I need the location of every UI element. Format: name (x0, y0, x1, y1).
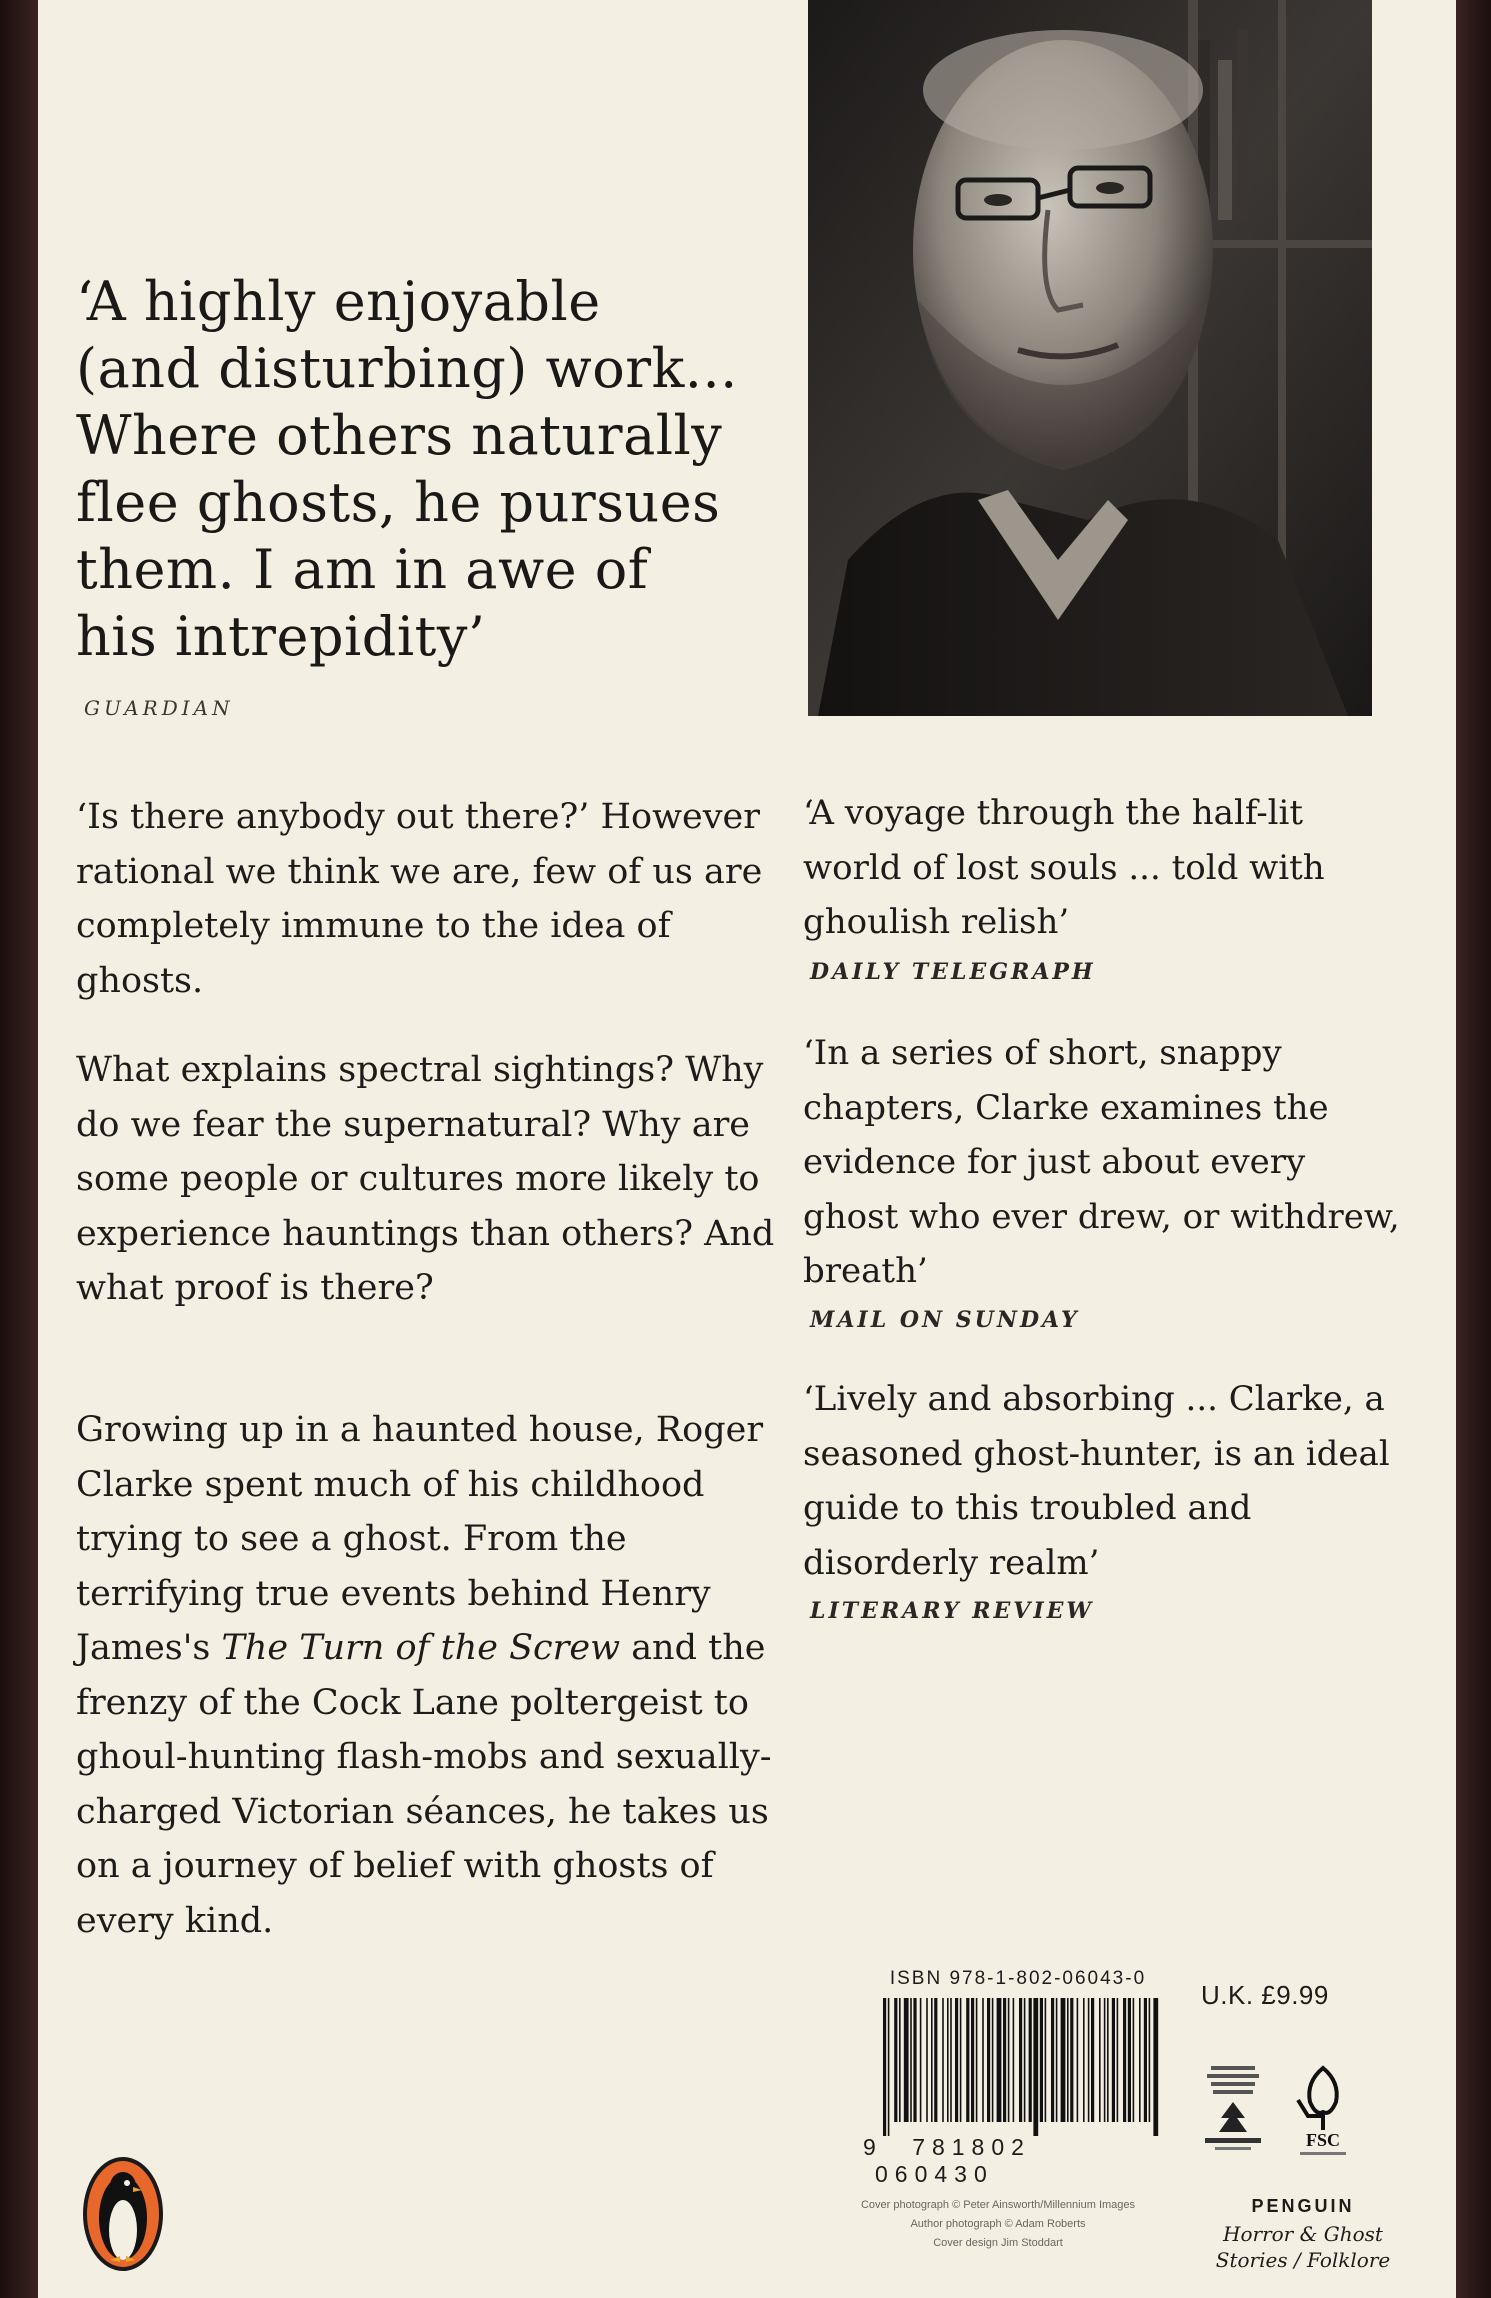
barcode-bar (1019, 1998, 1022, 2122)
barcode-bar (1003, 1998, 1006, 2122)
barcode-bar (942, 1998, 944, 2122)
blurb-3-text-a: Growing up in a haunted house, Roger Clarke spent much of his childhood trying to see a ghost. From the terrifying true events behind Henry James's (76, 1410, 764, 1668)
barcode-bar (997, 1998, 1002, 2122)
barcode-right-digits: 060430 (875, 2161, 994, 2187)
barcode-bar (982, 1998, 984, 2122)
barcode-bar (1123, 1998, 1126, 2122)
fsc-logo (1278, 2060, 1368, 2160)
barcode-bar (1104, 1998, 1106, 2122)
headline-quote: ‘A highly enjoyable (and disturbing) work... Where others naturally flee ghosts, he pursues them. I am in awe of his intrepidity’ (76, 270, 738, 668)
publisher-block (1203, 2196, 1403, 2273)
barcode-bar (960, 1998, 962, 2122)
barcode-bar (888, 1998, 890, 2136)
barcode-bars (881, 1998, 1161, 2136)
blurb-paragraph-2: What explains spectral sightings? Why do we fear the supernatural? Why are some people or cultures more likely to experience hauntings than others? And what proof is there? (76, 1050, 775, 1308)
barcode-bar (1133, 1998, 1135, 2122)
book-edge-left (0, 0, 38, 2298)
barcode-bar (934, 1998, 937, 2122)
barcode-bar (1077, 1998, 1079, 2122)
barcode-bar (1107, 1998, 1109, 2122)
back-cover (38, 0, 1456, 2298)
barcode-bar (1139, 1998, 1141, 2122)
publisher-name: PENGUIN (1251, 2196, 1355, 2216)
review-source-1: DAILY TELEGRAPH (810, 959, 1096, 985)
book-title-reference: The Turn of the Screw (221, 1628, 621, 1668)
barcode-bar (1013, 1998, 1015, 2122)
book-edge-right (1456, 0, 1491, 2298)
barcode-bar (1083, 1998, 1085, 2122)
barcode-bar (1067, 1998, 1069, 2122)
barcode-bar (1153, 1998, 1158, 2136)
blurb-3-text-b: and the frenzy of the Cock Lane poltergeist to ghoul-hunting flash-mobs and sexually-charged Victorian séances, he takes us on a journey of belief with ghosts of every kind. (76, 1628, 772, 1941)
barcode-bar (976, 1998, 978, 2122)
barcode-bar (910, 1998, 912, 2122)
barcode-bar (913, 1998, 916, 2122)
blurb-paragraph-1: ‘Is there anybody out there?’ However rational we think we are, few of us are completely immune to the idea of ghosts. (76, 797, 763, 1001)
barcode-bar (992, 1998, 994, 2122)
barcode-bar (1117, 1998, 1119, 2122)
barcode-bar (1128, 1998, 1131, 2122)
barcode-bar (1099, 1998, 1101, 2122)
barcode-bar (883, 1998, 886, 2136)
barcode-bar (1112, 1998, 1115, 2122)
barcode-bar (1061, 1998, 1066, 2122)
author-photo (808, 0, 1372, 716)
barcode-bar (931, 1998, 933, 2122)
barcode-bar (1091, 1998, 1094, 2122)
barcode-bar (1144, 1998, 1147, 2122)
barcode-bar (1056, 1998, 1058, 2122)
review-source-3: LITERARY REVIEW (810, 1598, 1095, 1624)
barcode-bar (1045, 1998, 1047, 2122)
barcode-bar (1051, 1998, 1054, 2122)
barcode-bar (1008, 1998, 1010, 2122)
barcode-bar (987, 1998, 990, 2122)
price: U.K. £9.99 (1201, 1980, 1329, 2010)
headline-quote-source: GUARDIAN (84, 696, 234, 720)
barcode-digits (863, 2134, 1173, 2188)
barcode-bar (926, 1998, 928, 2122)
isbn-barcode (863, 1968, 1173, 2187)
barcode-bar (1033, 1998, 1038, 2136)
barcode-bar (904, 1998, 909, 2122)
barcode-bar (920, 1998, 922, 2122)
barcode-bar (899, 1998, 901, 2122)
barcode-bar (950, 1998, 952, 2122)
barcode-bar (1029, 1998, 1032, 2122)
penguin-logo (82, 2156, 164, 2272)
review-quote-1: ‘A voyage through the half-lit world of lost souls ... told with ghoulish relish’ (803, 793, 1325, 942)
barcode-bar (955, 1998, 958, 2122)
review-source-2: MAIL ON SUNDAY (810, 1307, 1080, 1333)
blurb-paragraph-3 (76, 1403, 796, 1948)
cover-credits: Cover photograph © Peter Ainsworth/Millennium Images Author photograph © Adam Roberts Cover design Jim Stoddart (860, 2199, 1136, 2249)
review-quote-2: ‘In a series of short, snappy chapters, Clarke examines the evidence for just about every ghost who ever drew, or withdrew, breath’ (803, 1033, 1400, 1291)
barcode-bar (1040, 1998, 1043, 2122)
book-category: Horror & Ghost Stories / Folklore (1215, 2222, 1391, 2272)
woodland-trust-logo (1193, 2060, 1273, 2155)
barcode-lead-digit: 9 (863, 2134, 883, 2160)
barcode-bar (1070, 1998, 1073, 2122)
review-quote-3: ‘Lively and absorbing ... Clarke, a seasoned ghost-hunter, is an ideal guide to this troubled and disorderly realm’ (803, 1379, 1390, 1583)
barcode-bar (947, 1998, 949, 2122)
fsc-label: FSC (1305, 2130, 1341, 2150)
barcode-bar (1088, 1998, 1090, 2122)
barcode-bar (971, 1998, 974, 2122)
isbn-number: ISBN 978-1-802-06043-0 (889, 1968, 1147, 1989)
barcode-bar (966, 1998, 969, 2122)
barcode-bar (894, 1998, 897, 2122)
barcode-bar (1149, 1998, 1151, 2122)
barcode-bar (1024, 1998, 1026, 2122)
barcode-left-digits: 781802 (912, 2134, 1031, 2160)
